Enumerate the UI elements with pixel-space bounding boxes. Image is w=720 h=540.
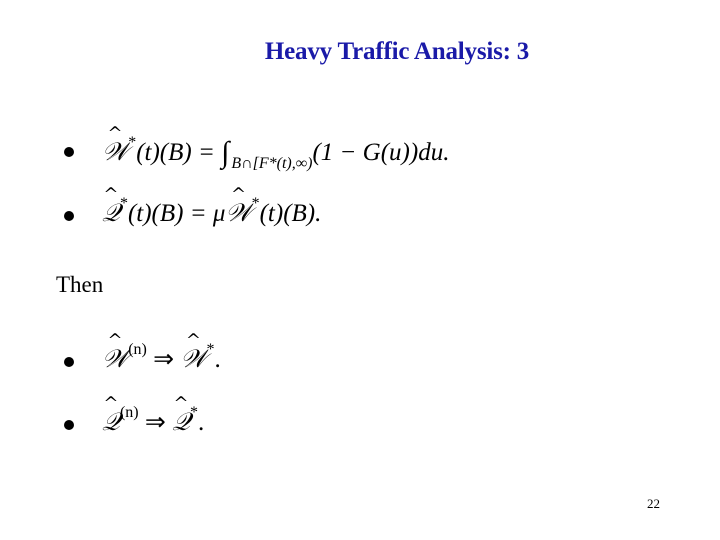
superscript: * [251,194,260,212]
formula-tail: (t)(B). [259,200,322,227]
period: . [214,346,221,373]
superscript: (n) [119,403,139,421]
superscript: * [190,403,199,421]
q-hat-symbol: ^ 𝒬 [102,407,120,437]
formula-w-convergence [102,340,221,374]
w-hat-symbol: ^ 𝒲 [180,344,206,374]
page-number: 22 [647,496,660,511]
bullet-3 [64,357,74,367]
integral-sign: ∫ [221,136,230,169]
formula-q-star [102,194,322,228]
then-label: Then [56,272,104,297]
w-hat-symbol: ^ 𝒲 [102,137,128,167]
slide-title: Heavy Traffic Analysis: 3 [264,38,530,65]
superscript: (n) [128,340,147,358]
integral-subscript: B∩[F*(t),∞) [231,155,313,172]
q-hat-symbol: ^ 𝒬 [102,198,120,228]
bullet-1 [64,147,74,157]
bullet-4 [64,420,74,430]
superscript: * [206,340,215,358]
implies-arrow: ⇒ [138,409,173,436]
formula-q-convergence [102,403,205,437]
formula-args: (t)(B) = μ [127,200,226,227]
period: . [198,409,205,436]
bullet-2 [64,211,74,221]
implies-arrow: ⇒ [146,346,181,373]
q-hat-symbol: ^ 𝒬 [172,407,190,437]
superscript: * [119,194,128,212]
w-hat-symbol: ^ 𝒲 [225,198,251,228]
formula-w-star-integral [102,133,450,172]
superscript: * [128,133,137,151]
w-hat-symbol: ^ 𝒲 [102,344,128,374]
formula-args: (t)(B) = [136,139,222,166]
formula-rhs: (1 − G(u))du. [312,139,450,166]
